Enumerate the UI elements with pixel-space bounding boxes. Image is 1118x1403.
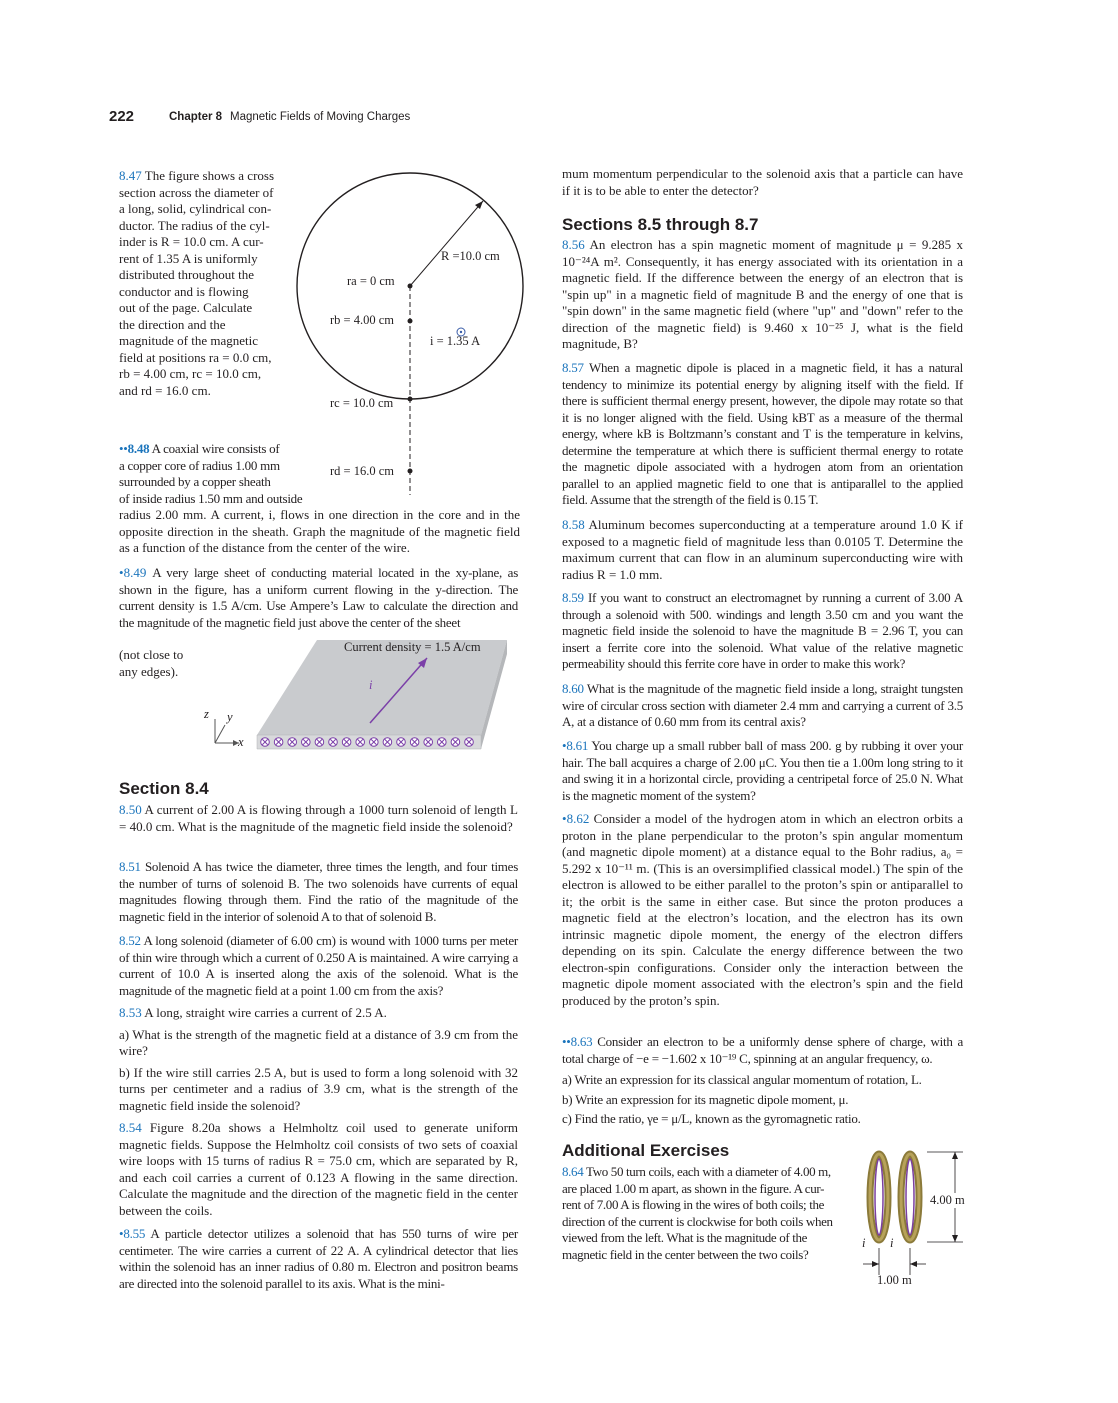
problem-number: 8.63 (570, 1034, 593, 1049)
axis-label-z: z (204, 707, 209, 721)
problem-8-57 (562, 360, 963, 509)
problem-text: A very large sheet of conducting material located in the xy-plane, as shown in the figure, has a uniform current flowing in the y-direction. The current density is 1.5 A/cm. Use Ampere’s Law to calculate the direction and the magnitude of the magnetic field just above the center of the sheet (119, 565, 518, 630)
problem-8-53 (119, 1005, 518, 1114)
problem-text: What is the magnitude of the magnetic field inside a long, straight tungsten wire of circular cross section with diameter 2.4 mm and carrying a current of 3.5 A, at a distance of 0.60 mm from its central axis? (562, 681, 964, 729)
axis-label-y: y (227, 710, 233, 724)
problem-text: Consider an electron to be a uniformly dense sphere of charge, with a total charge of −e = −1.602 x 10⁻¹⁹ C, spinning at an angular frequency, ω. (562, 1034, 963, 1066)
difficulty-dots: • (119, 1226, 124, 1241)
label-rc: rc = 10.0 cm (330, 396, 394, 410)
label-separation: 1.00 m (877, 1273, 912, 1287)
problem-8-49 (119, 565, 518, 631)
text-line: rent of 7.00 A is flowing in the wires of both coils; the (562, 1197, 825, 1212)
problem-number: 8.49 (123, 565, 147, 580)
text-line: and rd = 16.0 cm. (119, 382, 211, 398)
label-current-left: i (862, 1236, 866, 1250)
problem-number: 8.62 (566, 811, 590, 826)
section-heading-additional: Additional Exercises (562, 1141, 730, 1160)
problem-number: 8.54 (119, 1120, 142, 1135)
problem-8-60 (562, 681, 963, 731)
text-line: Two 50 turn coils, each with a diameter of 4.00 m, (586, 1164, 831, 1179)
difficulty-dots: • (119, 565, 124, 580)
text-line: any edges). (119, 663, 179, 679)
problem-number: 8.64 (562, 1164, 584, 1179)
difficulty-dots: • (562, 738, 567, 753)
problem-number: 8.59 (562, 590, 584, 605)
arrowhead (910, 1261, 917, 1267)
problem-8-52 (119, 933, 518, 999)
arrowhead (952, 1152, 958, 1159)
problem-number: 8.55 (123, 1226, 146, 1241)
text-line: are placed 1.00 m apart, as shown in the figure. A cur- (562, 1180, 825, 1196)
problem-text: An electron has a spin magnetic moment of magnitude μ = 9.285 x 10⁻²⁴A m². Consequently, it has energy associated with its orientation in a magnetic field. If the difference between the energy of an electron that is "spin up" in a magnetic field of magnitude B and the energy of one that is "spin down" in the same magnetic field (where "up" and "down" refer to the direction of the magnetic field) is 9.460 x 10⁻²⁵ J, what is the field magnitude, B? (562, 237, 963, 351)
problem-8-59 (562, 590, 963, 673)
text-line: viewed from the left. What is the magnitude of the (562, 1230, 808, 1245)
label-current-right: i (890, 1236, 894, 1250)
problem-part-a: a) What is the strength of the magnetic field at a distance of 3.9 cm from the wire? (119, 1026, 518, 1058)
problem-8-63 (562, 1034, 963, 1128)
axis-label-x: x (238, 735, 244, 749)
problem-part-c: c) Find the ratio, γe = μ/L, known as the gyromagnetic ratio. (562, 1111, 861, 1126)
text-line: a long, solid, cylindrical con- (119, 201, 272, 216)
problem-8-48-body: radius 2.00 mm. A current, i, flows in one direction in the core and in the opposite direction in the sheath. Graph the magnitude of the magnetic field as a function of the distance from the center of the wire. (119, 507, 520, 555)
problem-text: A long, straight wire carries a current of 2.5 A. (144, 1005, 387, 1020)
section-heading-8-4: Section 8.4 (119, 779, 209, 798)
right-coil-inner (906, 1159, 914, 1235)
arrowhead (952, 1235, 958, 1242)
problem-part-a: a) Write an expression for its classical angular momentum of rotation, L. (562, 1072, 922, 1087)
point-d (408, 469, 413, 474)
point-b (408, 319, 413, 324)
text-line: (not close to (119, 647, 184, 662)
text-line: inder is R = 10.0 cm. A cur- (119, 234, 264, 249)
page-number: 222 (109, 108, 135, 125)
problem-text: Solenoid A has twice the diameter, three times the length, and four times the number of turns of solenoid B. The two solenoids have currents of equal magnitudes flowing through them. Find the ratio of the magnitude of the magnetic field in the interior of solenoid A to that of solenoid B. (119, 859, 519, 924)
problem-8-58 (562, 517, 963, 583)
problem-8-56 (562, 237, 963, 353)
problem-8-64 (562, 1164, 862, 1263)
problem-number: 8.48 (127, 441, 150, 456)
text-line: out of the page. Calculate (119, 300, 253, 315)
problem-number: 8.52 (119, 933, 141, 948)
problem-text: Consider a model of the hydrogen atom in which an electron orbits a proton in the plane perpendicular to the proton’s spin angular momentum (and magnetic dipole moment) at a distance equal to the Bohr radius, a₀ = 5.292 x 10⁻¹¹ m. (This is an oversimplified classical model.) The spin of the electron is allowed to be either parallel to the proton’s spin or antiparallel to it; the orbit is the same in either case. But since the proton produces a magnetic field at the electron’s location, and the electron has its own intrinsic magnetic dipole moment, the energy of the electron differs depending on its spin. Calculate the energy difference between the two electron-spin configurations. Consider only the interaction between the magnetic dipole moment associated with the electron’s spin and the field produced by the proton’s spin. (562, 811, 964, 1008)
arrowhead (475, 201, 483, 209)
text-line: rb = 4.00 cm, rc = 10.0 cm, (119, 366, 262, 381)
point-c (408, 397, 413, 402)
text-line: distributed throughout the (119, 267, 255, 282)
problem-text: Figure 8.20a shows a Helmholtz coil used to generate uniform magnetic fields. Suppose the Helmholtz coil consists of two sets of coaxial wire loops with 15 turns of radius R = 75.0 cm, which are separated by R, and each coil carries a current of 0.123 A flowing in the same direction. Calculate the magnitude and the direction of the magnetic field in the center between the coils. (119, 1120, 519, 1218)
problem-8-48-head (119, 441, 329, 507)
point-a (408, 284, 413, 289)
problem-text: You charge up a small rubber ball of mass 200. g by rubbing it over your hair. The ball acquires a charge of 2.00 μC. You then tie a 1.00m long string to it and swing it in a horizontal circle, providing a centripetal force of 25.0 N. What is the magnetic moment of the system? (562, 738, 963, 803)
problem-number: 8.47 (119, 168, 142, 183)
text-line: surrounded by a copper sheath (119, 474, 271, 489)
problem-number: 8.50 (119, 802, 142, 817)
chapter-label: Chapter 8 (169, 111, 223, 123)
text-line: A coaxial wire consists of (151, 441, 280, 456)
problem-text: When a magnetic dipole is placed in a magnetic field, it has a natural tendency to minimize its potential energy by aligning itself with the field. If there is sufficient thermal energy present, however, the dipole may rotate so that it is no longer aligned with the field. Using kBT as a measure of the thermal energy, where kB is Boltzmann’s constant and T is the temperature in kelvins, determine the temperature at which there is sufficient thermal energy to rotate the magnetic dipole associated with a hydrogen atom from an orientation parallel to an applied magnetic field to one that is antiparallel to the applied field. Assume that the strength of the field is 0.15 T. (562, 360, 963, 507)
problem-number: 8.58 (562, 517, 585, 532)
problem-number: 8.60 (562, 681, 584, 696)
radius-arrow (410, 201, 483, 286)
text-line: the direction and the (119, 316, 226, 332)
chapter-title: Magnetic Fields of Moving Charges (230, 111, 411, 123)
difficulty-dots: • (562, 811, 567, 826)
label-rb: rb = 4.00 cm (330, 313, 394, 327)
label-rd: rd = 16.0 cm (330, 464, 394, 478)
label-ra: ra = 0 cm (347, 274, 395, 288)
text-line: The figure shows a cross (144, 168, 275, 183)
label-diameter: 4.00 m (930, 1193, 965, 1207)
text-line: field at positions ra = 0.0 cm, (119, 349, 272, 365)
problem-part-b: b) If the wire still carries 2.5 A, but is used to form a long solenoid with 32 turns per centimeter and a radius of 3.9 cm, what is the strength of the magnetic field inside the solenoid? (119, 1064, 518, 1113)
text-line: a copper core of radius 1.00 mm (119, 457, 280, 473)
problem-8-51 (119, 859, 518, 925)
text-line: section across the diameter of (119, 184, 274, 200)
label-current-density: Current density = 1.5 A/cm (344, 640, 481, 654)
problem-8-62 (562, 811, 963, 1009)
two-coils-figure (855, 1150, 975, 1288)
label-i: i (369, 678, 373, 692)
text-line: direction of the current is clockwise for both coils when (562, 1213, 833, 1229)
problem-text: If you want to construct an electromagnet by running a current of 3.00 A through a solenoid with 500. windings and length 3.50 cm and you want the magnetic field inside the solenoid to have the magnitude B = 2.96 T, you can insert a ferrite core into the solenoid. What value of the relative magnetic permeability should this ferrite core have in order to make this work? (562, 590, 964, 671)
text-line: ductor. The radius of the cyl- (119, 217, 270, 233)
difficulty-dots: •• (562, 1034, 571, 1049)
left-coil-inner (875, 1159, 883, 1235)
problem-8-54 (119, 1120, 518, 1219)
text-line: rent of 1.35 A is uniformly (119, 250, 258, 266)
problem-text: A long solenoid (diameter of 6.00 cm) is wound with 1000 turns per meter of thin wire through which a current of 0.250 A is maintained. A wire carrying a current of 10.0 A is inserted along the axis of the solenoid. What is the magnitude of the magnetic field at a point 1.00 cm from the axis? (119, 933, 518, 998)
problem-number: 8.61 (566, 738, 589, 753)
difficulty-dots: •• (119, 441, 128, 456)
problem-8-50 (119, 802, 518, 835)
problem-8-55 (119, 1226, 518, 1292)
problem-number: 8.53 (119, 1005, 142, 1020)
problem-text: Aluminum becomes superconducting at a temperature around 1.0 K if exposed to a magnetic field of magnitude less than 0.0105 T. Determine the maximum current that can flow in an aluminum superconducting wire with radius R = 1.0 mm. (562, 517, 963, 582)
label-R: R =10.0 cm (441, 249, 500, 263)
problem-8-47 (119, 168, 294, 399)
problem-text: A particle detector utilizes a solenoid that has 550 turns of wire per centimeter. The wire carries a current of 22 A. A cylindrical detector that lies within the solenoid has an inner radius of 0.80 m. Electron and positron beams are directed into the solenoid parallel to its axis. What is the mini- (119, 1226, 518, 1291)
y-axis (215, 725, 225, 743)
problem-number: 8.56 (562, 237, 585, 252)
problem-part-b: b) Write an expression for its magnetic dipole moment, μ. (562, 1091, 849, 1107)
problem-number: 8.51 (119, 859, 141, 874)
text-line: conductor and is flowing (119, 283, 249, 299)
arrowhead (872, 1261, 879, 1267)
problem-8-55-continued: mum momentum perpendicular to the solenoid axis that a particle can have if it is to be able to enter the detector? (562, 166, 963, 198)
text-line: of inside radius 1.50 mm and outside (119, 490, 303, 506)
current-dot (460, 331, 462, 333)
text-line: magnitude of the magnetic (119, 333, 258, 348)
problem-8-61 (562, 738, 963, 804)
problem-text: A current of 2.00 A is flowing through a 1000 turn solenoid of length L = 40.0 cm. What is the magnitude of the magnetic field inside the solenoid? (119, 802, 518, 834)
label-current: i = 1.35 A (430, 334, 481, 348)
section-heading-8-5: Sections 8.5 through 8.7 (562, 215, 759, 234)
problem-number: 8.57 (562, 360, 584, 375)
text-line: magnetic field in the center between the two coils? (562, 1246, 809, 1262)
